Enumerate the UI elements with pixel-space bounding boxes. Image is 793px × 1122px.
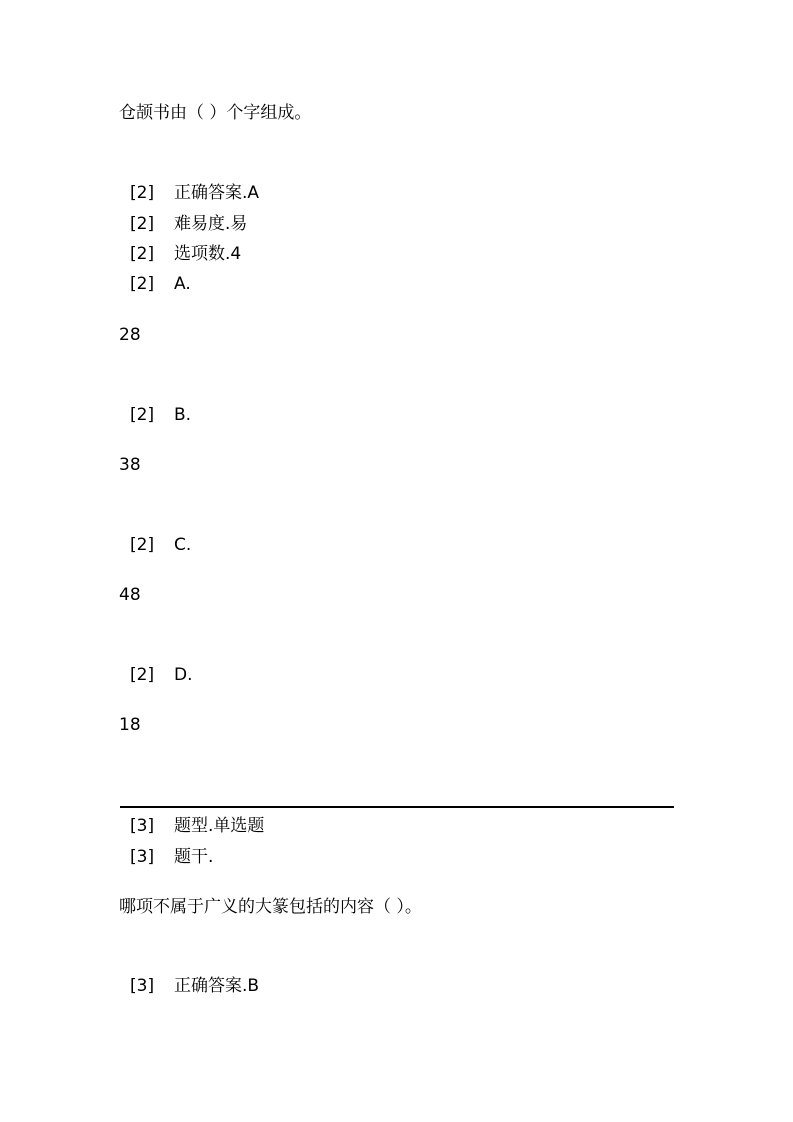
meta-tag: [3] xyxy=(130,976,155,996)
meta-row-answer xyxy=(0,182,793,204)
option-tag: [2] xyxy=(130,535,155,555)
option-b-value: 38 xyxy=(119,455,141,475)
option-b-label-row xyxy=(0,404,793,426)
meta-row-type xyxy=(0,815,793,837)
meta-row-difficulty xyxy=(0,213,793,235)
meta-tag: [3] xyxy=(130,847,155,867)
option-tag: [2] xyxy=(130,274,155,294)
option-tag: [2] xyxy=(130,405,155,425)
option-a-label: A. xyxy=(174,274,191,294)
meta-tag: [2] xyxy=(130,214,155,234)
option-b-label: B. xyxy=(174,405,192,425)
meta-row-stem-label xyxy=(0,846,793,868)
meta-tag: [2] xyxy=(130,183,155,203)
option-d-label-row xyxy=(0,664,793,686)
option-a-label-row xyxy=(0,273,793,295)
meta-answer-text: 正确答案.B xyxy=(174,976,260,996)
meta-stem-label-text: 题干. xyxy=(174,847,214,867)
option-d-label: D. xyxy=(174,665,193,685)
meta-tag: [2] xyxy=(130,244,155,264)
meta-row-option-count xyxy=(0,243,793,265)
option-tag: [2] xyxy=(130,665,155,685)
question-3-stem: 哪项不属于广义的大篆包括的内容（ ）。 xyxy=(119,897,422,917)
option-c-label: C. xyxy=(174,535,192,555)
question-2-stem: 仓颉书由（ ）个字组成。 xyxy=(119,103,312,123)
meta-type-text: 题型.单选题 xyxy=(174,816,265,836)
option-c-value: 48 xyxy=(119,585,141,605)
meta-answer-text: 正确答案.A xyxy=(174,183,260,203)
meta-option-count-text: 选项数.4 xyxy=(174,244,242,264)
option-d-value: 18 xyxy=(119,715,141,735)
question-3-answer-row xyxy=(0,975,793,997)
option-c-label-row xyxy=(0,534,793,556)
meta-difficulty-text: 难易度.易 xyxy=(174,214,248,234)
option-a-value: 28 xyxy=(119,325,141,345)
meta-tag: [3] xyxy=(130,816,155,836)
question-separator xyxy=(120,806,674,808)
